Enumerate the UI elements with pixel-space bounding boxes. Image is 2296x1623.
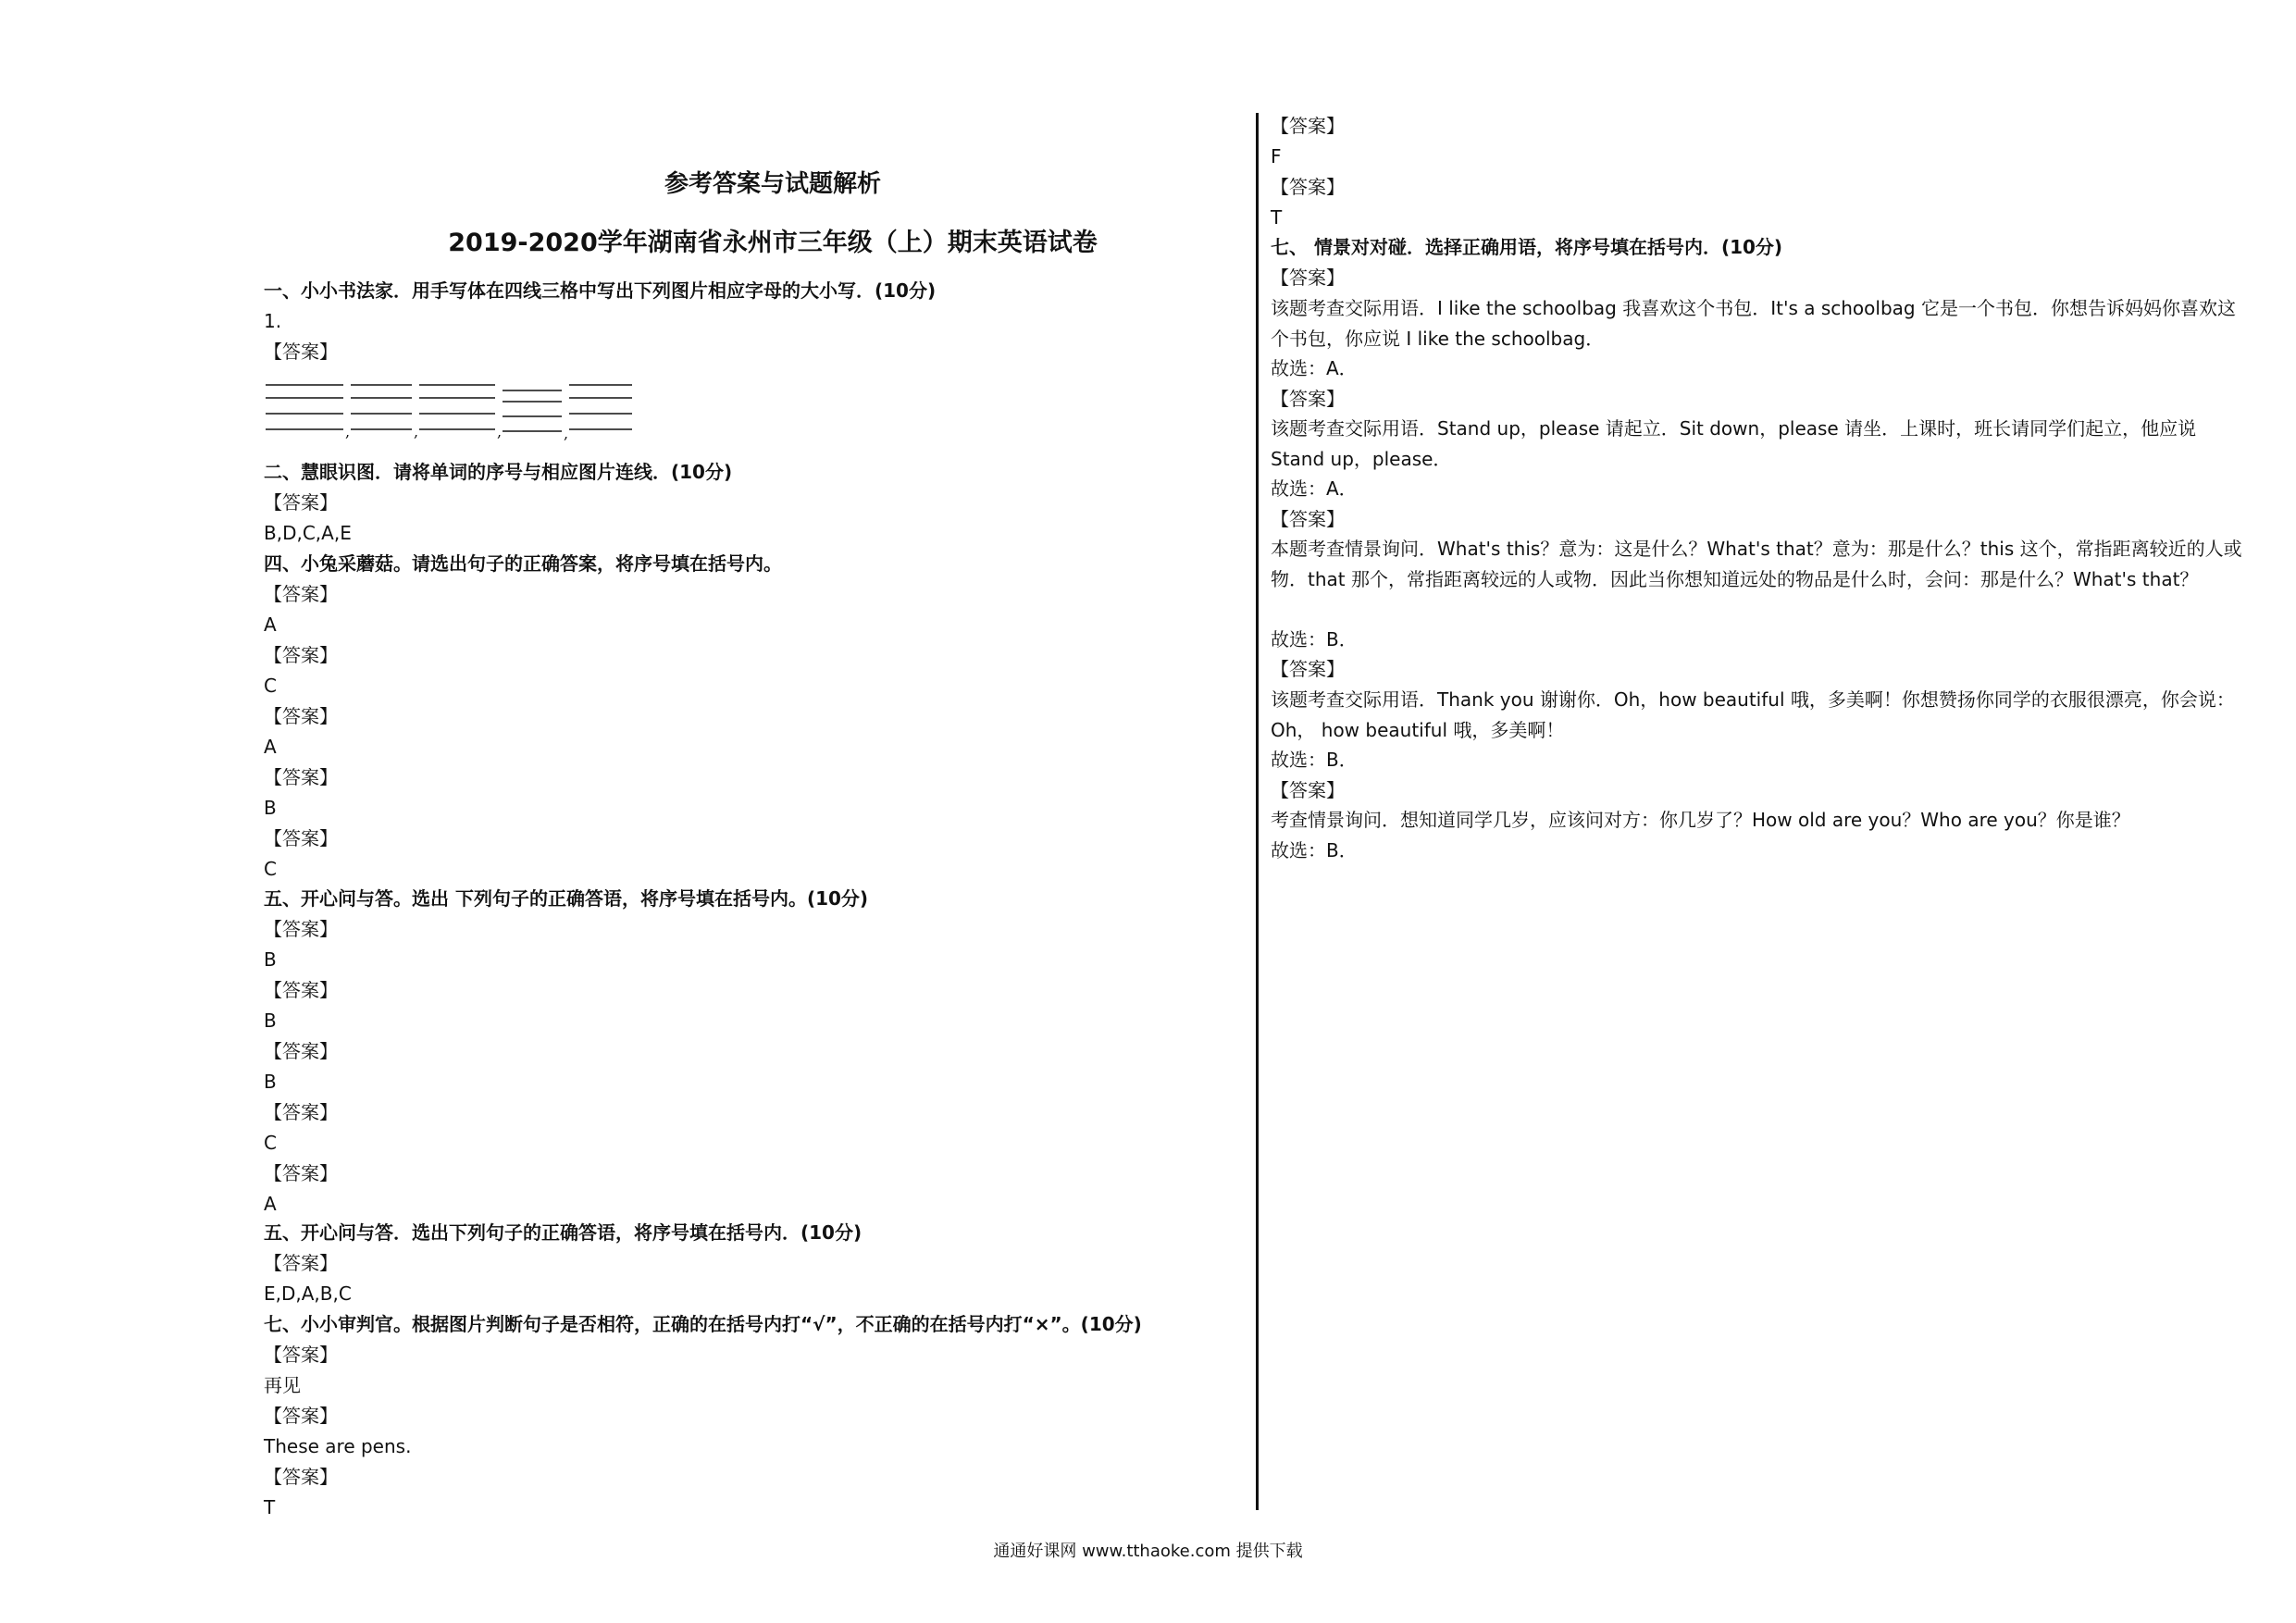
answer-label: 【答案】 bbox=[1271, 115, 1345, 137]
answer-value: A bbox=[264, 613, 277, 636]
question-number: 1. bbox=[264, 310, 282, 332]
svg-text:,: , bbox=[345, 423, 351, 440]
explanation-text: 本题考查情景询问．What's this？意为：这是什么？What's that？意为：那是什么？this 这个，常指距离较近的人或物．that 那个，常指距离较远的人或物．因此当你想知道远处的物品是什么时，会问：那是什么？What's that？ bbox=[1271, 538, 2242, 590]
answer-label: 【答案】 bbox=[264, 1405, 338, 1427]
handwriting-answer bbox=[264, 372, 634, 446]
answer-value: B bbox=[264, 1010, 277, 1032]
answer-label: 【答案】 bbox=[264, 491, 338, 514]
answer-label: 【答案】 bbox=[264, 827, 338, 849]
page-title: 参考答案与试题解析 bbox=[664, 170, 881, 198]
answer-label: 【答案】 bbox=[1271, 658, 1345, 680]
answer-label: 【答案】 bbox=[264, 644, 338, 666]
section-2-heading: 二、慧眼识图．请将单词的序号与相应图片连线．(10分) bbox=[264, 461, 733, 483]
answer-value: E,D,A,B,C bbox=[264, 1282, 352, 1305]
answer-label: 【答案】 bbox=[1271, 388, 1345, 410]
answer-value: C bbox=[264, 675, 277, 697]
answer-value: These are pens. bbox=[264, 1435, 412, 1457]
answer-choice: 故选：A． bbox=[1271, 357, 1358, 379]
answer-label: 【答案】 bbox=[264, 583, 338, 605]
svg-text:,: , bbox=[497, 423, 503, 440]
section-5b-heading: 五、开心问与答．选出下列句子的正确答语，将序号填在括号内．(10分) bbox=[264, 1221, 863, 1244]
exam-title: 2019-2020学年湖南省永州市三年级（上）期末英语试卷 bbox=[448, 229, 1098, 257]
answer-choice: 故选：B． bbox=[1271, 749, 1358, 771]
answer-value: B bbox=[264, 797, 277, 819]
answer-value: A bbox=[264, 1193, 277, 1215]
explanation-text: 考查情景询问．想知道同学几岁，应该问对方：你几岁了？How old are you？Who are you？你是谁？ bbox=[1271, 809, 2130, 831]
answer-choice: 故选：A． bbox=[1271, 477, 1358, 500]
answer-value: B bbox=[264, 948, 277, 971]
footer-source: 通通好课网 www.tthaoke.com 提供下载 bbox=[993, 1542, 1303, 1561]
explanation-text: 该题考查交际用语．Stand up，please 请起立．Sit down，please 请坐．上课时，班长请同学们起立，他应说 Stand up，please． bbox=[1271, 417, 2197, 470]
answer-value: F bbox=[1271, 145, 1282, 167]
explanation-text: 该题考查交际用语．I like the schoolbag 我喜欢这个书包．It's a schoolbag 它是一个书包．你想告诉妈妈你喜欢这个书包，你应说 I like the schoolbag． bbox=[1271, 297, 2236, 350]
answer-label: 【答案】 bbox=[264, 341, 338, 363]
answer-label: 【答案】 bbox=[264, 1101, 338, 1123]
section-1-heading: 一、小小书法家．用手写体在四线三格中写出下列图片相应字母的大小写．(10分) bbox=[264, 279, 937, 302]
answer-value: C bbox=[264, 858, 277, 880]
answer-label: 【答案】 bbox=[264, 766, 338, 788]
explanation-text: 该题考查交际用语．Thank you 谢谢你．Oh，how beautiful 哦，多美啊！你想赞扬你同学的衣服很漂亮，你会说：Oh， how beautiful 哦，多美啊！ bbox=[1271, 688, 2235, 741]
answer-choice: 故选：B． bbox=[1271, 839, 1358, 861]
answer-label: 【答案】 bbox=[264, 1466, 338, 1488]
answer-label: 【答案】 bbox=[264, 1040, 338, 1062]
answer-value: B bbox=[264, 1071, 277, 1093]
answer-label: 【答案】 bbox=[264, 1252, 338, 1274]
answer-value: C bbox=[264, 1132, 277, 1154]
answer-label: 【答案】 bbox=[1271, 176, 1345, 198]
four-line-grid-figure bbox=[264, 372, 634, 446]
answer-choice: 故选：B． bbox=[1271, 628, 1358, 650]
answer-value: B,D,C,A,E bbox=[264, 522, 352, 544]
answer-label: 【答案】 bbox=[264, 1162, 338, 1184]
answer-value: 再见 bbox=[264, 1374, 301, 1396]
answer-label: 【答案】 bbox=[264, 1344, 338, 1366]
answer-label: 【答案】 bbox=[1271, 266, 1345, 289]
answer-value: A bbox=[264, 736, 277, 758]
column-divider bbox=[1256, 113, 1259, 1510]
answer-label: 【答案】 bbox=[264, 705, 338, 727]
section-4-heading: 四、小兔采蘑菇。请选出句子的正确答案，将序号填在括号内。 bbox=[264, 552, 782, 575]
svg-text:,: , bbox=[564, 425, 569, 442]
section-5a-heading: 五、开心问与答。选出 下列句子的正确答语，将序号填在括号内。(10分) bbox=[264, 887, 869, 910]
answer-label: 【答案】 bbox=[264, 918, 338, 940]
svg-text:,: , bbox=[414, 423, 419, 440]
section-7-heading: 七、小小审判官。根据图片判断句子是否相符，正确的在括号内打“√”，不正确的在括号内打“×”。(10分) bbox=[264, 1313, 1142, 1335]
answer-label: 【答案】 bbox=[1271, 508, 1345, 530]
answer-value: T bbox=[264, 1496, 276, 1518]
answer-label: 【答案】 bbox=[264, 979, 338, 1001]
section-7b-heading: 七、 情景对对碰．选择正确用语，将序号填在括号内．(10分) bbox=[1271, 236, 1783, 258]
answer-value: T bbox=[1271, 206, 1283, 229]
answer-label: 【答案】 bbox=[1271, 779, 1345, 801]
